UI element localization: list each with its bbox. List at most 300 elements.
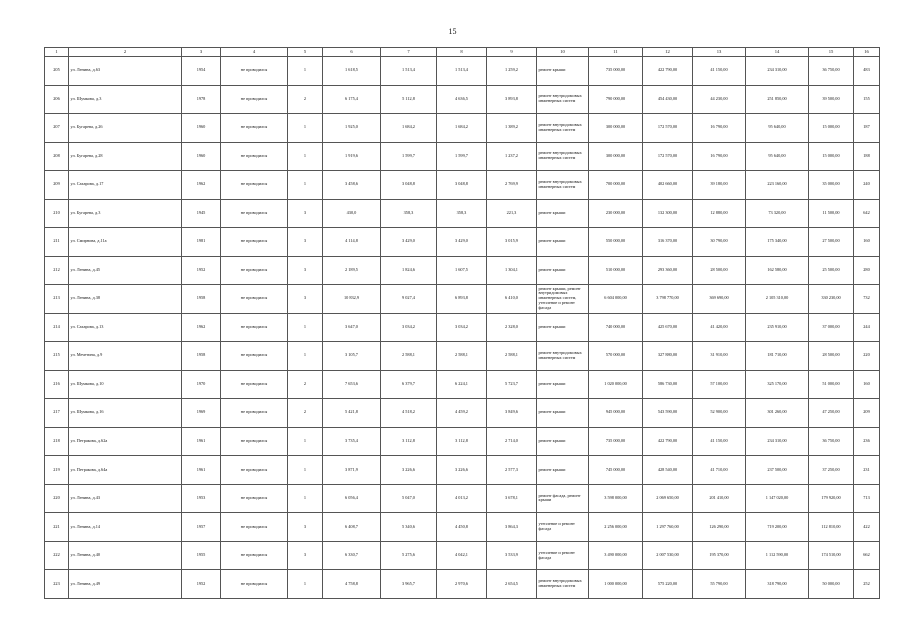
cell-row-number: 211 xyxy=(45,228,69,257)
cell-residents: 236 xyxy=(854,427,880,456)
cell-total-area: 3 735,4 xyxy=(323,427,381,456)
cell-municipal-area: 2 769,9 xyxy=(487,171,537,200)
cell-build-year: 1945 xyxy=(182,199,221,228)
cell-total-cost: 510 000,00 xyxy=(589,256,643,285)
cell-owners-cost: 15 000,00 xyxy=(809,142,854,171)
cell-residents: 422 xyxy=(854,513,880,542)
table-row xyxy=(45,256,880,285)
cell-local-cost: 162 580,00 xyxy=(746,256,809,285)
cell-total-area: 3 458,6 xyxy=(323,171,381,200)
cell-regional-cost: 201 410,00 xyxy=(693,484,746,513)
cell-living-area: 4 518,2 xyxy=(381,399,437,428)
cell-last-repair: не проводился xyxy=(221,285,288,314)
cell-owners-cost: 28 500,00 xyxy=(809,342,854,371)
cell-build-year: 1954 xyxy=(182,57,221,86)
cell-local-cost: 95 640,00 xyxy=(746,114,809,143)
cell-living-area: 3 034,2 xyxy=(381,313,437,342)
cell-regional-cost: 41 150,00 xyxy=(693,427,746,456)
cell-floors: 3 xyxy=(288,541,323,570)
column-number: 5 xyxy=(288,48,323,57)
cell-living-area: 5 112,8 xyxy=(381,85,437,114)
cell-fund-cost: 575 220,00 xyxy=(643,570,693,599)
column-number: 12 xyxy=(643,48,693,57)
cell-last-repair: не проводился xyxy=(221,513,288,542)
column-number: 1 xyxy=(45,48,69,57)
cell-residents: 187 xyxy=(854,114,880,143)
cell-total-cost: 2 256 000,00 xyxy=(589,513,643,542)
cell-municipal-area: 3 533,9 xyxy=(487,541,537,570)
cell-row-number: 220 xyxy=(45,484,69,513)
cell-fund-cost: 428 540,00 xyxy=(643,456,693,485)
cell-municipal-area: 3 893,8 xyxy=(487,85,537,114)
cell-build-year: 1957 xyxy=(182,513,221,542)
cell-owners-cost: 36 750,00 xyxy=(809,427,854,456)
cell-municipal-area: 1 389,2 xyxy=(487,114,537,143)
cell-living-area: 3 965,7 xyxy=(381,570,437,599)
cell-address: ул. Бугарева, д.28 xyxy=(69,142,182,171)
cell-municipal-area: 3 678,1 xyxy=(487,484,537,513)
column-number: 13 xyxy=(693,48,746,57)
cell-living-area: 3 112,8 xyxy=(381,427,437,456)
cell-address: ул. Петракова, д.64а xyxy=(69,456,182,485)
cell-regional-cost: 30 790,00 xyxy=(693,228,746,257)
cell-residents: 732 xyxy=(854,285,880,314)
cell-living-area: 9 027,4 xyxy=(381,285,437,314)
cell-last-repair: не проводился xyxy=(221,171,288,200)
table-row xyxy=(45,199,880,228)
table-row xyxy=(45,142,880,171)
table-row xyxy=(45,427,880,456)
column-number: 10 xyxy=(537,48,589,57)
cell-regional-cost: 41 420,00 xyxy=(693,313,746,342)
cell-repair-type: ремонт внутридомовых инженерных систем xyxy=(537,114,589,143)
cell-living-area: 3 226,6 xyxy=(381,456,437,485)
cell-local-cost: 181 710,00 xyxy=(746,342,809,371)
cell-address: ул. Смирнова, д.11а xyxy=(69,228,182,257)
cell-build-year: 1962 xyxy=(182,313,221,342)
cell-private-area: 1 607,5 xyxy=(437,256,487,285)
column-number: 15 xyxy=(809,48,854,57)
table-row xyxy=(45,342,880,371)
cell-private-area: 3 034,2 xyxy=(437,313,487,342)
cell-last-repair: не проводился xyxy=(221,427,288,456)
cell-address: ул. Петракова, д.62а xyxy=(69,427,182,456)
cell-last-repair: не проводился xyxy=(221,456,288,485)
cell-last-repair: не проводился xyxy=(221,342,288,371)
cell-residents: 642 xyxy=(854,199,880,228)
cell-total-cost: 3 490 000,00 xyxy=(589,541,643,570)
cell-local-cost: 2 105 310,00 xyxy=(746,285,809,314)
cell-municipal-area: 2 588,1 xyxy=(487,342,537,371)
cell-floors: 1 xyxy=(288,484,323,513)
cell-regional-cost: 41 710,00 xyxy=(693,456,746,485)
cell-private-area: 4 636,5 xyxy=(437,85,487,114)
cell-address: ул. Ленина, д.40 xyxy=(69,541,182,570)
cell-total-area: 4 114,8 xyxy=(323,228,381,257)
cell-regional-cost: 31 910,00 xyxy=(693,342,746,371)
cell-local-cost: 73 320,00 xyxy=(746,199,809,228)
cell-repair-type: ремонт крыши xyxy=(537,313,589,342)
cell-build-year: 1962 xyxy=(182,171,221,200)
cell-fund-cost: 454 430,00 xyxy=(643,85,693,114)
cell-total-cost: 3 598 000,00 xyxy=(589,484,643,513)
cell-row-number: 219 xyxy=(45,456,69,485)
cell-residents: 244 xyxy=(854,313,880,342)
cell-total-cost: 6 604 000,00 xyxy=(589,285,643,314)
table-row xyxy=(45,171,880,200)
cell-row-number: 214 xyxy=(45,313,69,342)
cell-owners-cost: 47 250,00 xyxy=(809,399,854,428)
cell-total-area: 1 925,0 xyxy=(323,114,381,143)
cell-private-area: 4 042,1 xyxy=(437,541,487,570)
cell-owners-cost: 36 750,00 xyxy=(809,57,854,86)
cell-repair-type: ремонт крыши xyxy=(537,256,589,285)
cell-residents: 231 xyxy=(854,456,880,485)
cell-repair-type: утепление и ремонт фасада xyxy=(537,541,589,570)
cell-owners-cost: 174 510,00 xyxy=(809,541,854,570)
cell-fund-cost: 2 007 530,00 xyxy=(643,541,693,570)
cell-municipal-area: 1 304,1 xyxy=(487,256,537,285)
cell-local-cost: 325 170,00 xyxy=(746,370,809,399)
cell-fund-cost: 172 570,00 xyxy=(643,114,693,143)
table-row xyxy=(45,228,880,257)
cell-fund-cost: 402 660,00 xyxy=(643,171,693,200)
cell-private-area: 358,3 xyxy=(437,199,487,228)
cell-residents: 220 xyxy=(854,342,880,371)
cell-total-area: 7 653,6 xyxy=(323,370,381,399)
cell-build-year: 1953 xyxy=(182,484,221,513)
cell-municipal-area: 3 015,9 xyxy=(487,228,537,257)
cell-repair-type: ремонт крыши xyxy=(537,57,589,86)
cell-row-number: 206 xyxy=(45,85,69,114)
cell-owners-cost: 50 000,00 xyxy=(809,570,854,599)
cell-total-cost: 1 020 000,00 xyxy=(589,370,643,399)
cell-total-cost: 230 000,00 xyxy=(589,199,643,228)
cell-living-area: 3 429,0 xyxy=(381,228,437,257)
cell-regional-cost: 12 880,00 xyxy=(693,199,746,228)
cell-local-cost: 1 112 590,00 xyxy=(746,541,809,570)
cell-owners-cost: 37 000,00 xyxy=(809,313,854,342)
page-number: 15 xyxy=(448,27,457,36)
cell-row-number: 218 xyxy=(45,427,69,456)
cell-repair-type: ремонт крыши xyxy=(537,456,589,485)
cell-local-cost: 175 340,00 xyxy=(746,228,809,257)
cell-address: ул. Мечетина, д.9 xyxy=(69,342,182,371)
cell-regional-cost: 52 900,00 xyxy=(693,399,746,428)
table-row xyxy=(45,313,880,342)
cell-total-cost: 300 000,00 xyxy=(589,142,643,171)
cell-repair-type: ремонт крыши xyxy=(537,199,589,228)
cell-address: ул. Сахарова, д.17 xyxy=(69,171,182,200)
cell-owners-cost: 330 230,00 xyxy=(809,285,854,314)
cell-address: ул. Бугарева, д.26 xyxy=(69,114,182,143)
cell-floors: 1 xyxy=(288,313,323,342)
cell-fund-cost: 425 670,00 xyxy=(643,313,693,342)
cell-last-repair: не проводился xyxy=(221,199,288,228)
cell-fund-cost: 327 880,00 xyxy=(643,342,693,371)
cell-address: ул. Бугарева, д.3 xyxy=(69,199,182,228)
cell-repair-type: ремонт внутридомовых инженерных систем xyxy=(537,85,589,114)
cell-build-year: 1960 xyxy=(182,142,221,171)
cell-regional-cost: 126 290,00 xyxy=(693,513,746,542)
cell-local-cost: 1 147 020,00 xyxy=(746,484,809,513)
cell-last-repair: не проводился xyxy=(221,541,288,570)
cell-total-area: 3 647,0 xyxy=(323,313,381,342)
table-row xyxy=(45,85,880,114)
cell-floors: 1 xyxy=(288,427,323,456)
cell-last-repair: не проводился xyxy=(221,399,288,428)
cell-living-area: 5 340,6 xyxy=(381,513,437,542)
cell-floors: 1 xyxy=(288,342,323,371)
cell-build-year: 1958 xyxy=(182,342,221,371)
cell-residents: 483 xyxy=(854,57,880,86)
cell-repair-type: ремонт внутридомовых инженерных систем xyxy=(537,570,589,599)
column-number: 11 xyxy=(589,48,643,57)
cell-floors: 1 xyxy=(288,456,323,485)
cell-municipal-area: 2 577,3 xyxy=(487,456,537,485)
cell-owners-cost: 25 500,00 xyxy=(809,256,854,285)
cell-floors: 2 xyxy=(288,85,323,114)
cell-total-cost: 945 000,00 xyxy=(589,399,643,428)
cell-row-number: 209 xyxy=(45,171,69,200)
cell-address: ул. Ленина, д.38 xyxy=(69,285,182,314)
cell-regional-cost: 55 790,00 xyxy=(693,570,746,599)
column-number: 6 xyxy=(323,48,381,57)
column-number-row xyxy=(45,48,880,57)
cell-build-year: 1969 xyxy=(182,399,221,428)
cell-total-cost: 300 000,00 xyxy=(589,114,643,143)
cell-last-repair: не проводился xyxy=(221,142,288,171)
cell-local-cost: 95 640,00 xyxy=(746,142,809,171)
cell-address: ул. Ленина, д.43 xyxy=(69,484,182,513)
cell-build-year: 1970 xyxy=(182,370,221,399)
cell-repair-type: ремонт крыши, ремонт внутридомовых инженерных систем, утепление и ремонт фасада xyxy=(537,285,589,314)
cell-total-area: 6 330,7 xyxy=(323,541,381,570)
cell-row-number: 208 xyxy=(45,142,69,171)
cell-total-area: 3 105,7 xyxy=(323,342,381,371)
cell-local-cost: 223 160,00 xyxy=(746,171,809,200)
cell-address: ул. Сахарова, д.13 xyxy=(69,313,182,342)
cell-private-area: 1 513,4 xyxy=(437,57,487,86)
cell-owners-cost: 37 250,00 xyxy=(809,456,854,485)
cell-total-area: 6 056,4 xyxy=(323,484,381,513)
cell-owners-cost: 112 810,00 xyxy=(809,513,854,542)
cell-municipal-area: 2 714,0 xyxy=(487,427,537,456)
cell-total-area: 10 832,9 xyxy=(323,285,381,314)
cell-repair-type: ремонт крыши xyxy=(537,370,589,399)
table-row xyxy=(45,513,880,542)
cell-floors: 3 xyxy=(288,285,323,314)
cell-last-repair: не проводился xyxy=(221,484,288,513)
cell-residents: 155 xyxy=(854,85,880,114)
cell-regional-cost: 57 100,00 xyxy=(693,370,746,399)
table-row xyxy=(45,114,880,143)
cell-repair-type: ремонт крыши xyxy=(537,427,589,456)
cell-repair-type: ремонт фасада, ремонт крыши xyxy=(537,484,589,513)
cell-local-cost: 234 310,00 xyxy=(746,427,809,456)
table-row xyxy=(45,57,880,86)
column-number: 7 xyxy=(381,48,437,57)
cell-row-number: 210 xyxy=(45,199,69,228)
cell-living-area: 3 048,8 xyxy=(381,171,437,200)
cell-owners-cost: 27 500,00 xyxy=(809,228,854,257)
cell-municipal-area: 3 849,6 xyxy=(487,399,537,428)
cell-total-area: 2 189,5 xyxy=(323,256,381,285)
cell-floors: 3 xyxy=(288,228,323,257)
cell-living-area: 358,3 xyxy=(381,199,437,228)
cell-build-year: 1961 xyxy=(182,427,221,456)
cell-total-area: 4 758,8 xyxy=(323,570,381,599)
cell-total-cost: 550 000,00 xyxy=(589,228,643,257)
cell-residents: 209 xyxy=(854,399,880,428)
cell-total-cost: 735 000,00 xyxy=(589,57,643,86)
cell-last-repair: не проводился xyxy=(221,228,288,257)
cell-build-year: 1952 xyxy=(182,570,221,599)
column-number: 8 xyxy=(437,48,487,57)
cell-municipal-area: 1 259,2 xyxy=(487,57,537,86)
cell-fund-cost: 3 798 770,00 xyxy=(643,285,693,314)
cell-last-repair: не проводился xyxy=(221,570,288,599)
cell-fund-cost: 422 790,00 xyxy=(643,57,693,86)
cell-fund-cost: 422 790,00 xyxy=(643,427,693,456)
cell-total-area: 5 421,8 xyxy=(323,399,381,428)
cell-municipal-area: 221,3 xyxy=(487,199,537,228)
cell-total-area: 1 919,6 xyxy=(323,142,381,171)
cell-local-cost: 301 260,00 xyxy=(746,399,809,428)
cell-address: ул. Ленина, д.45 xyxy=(69,256,182,285)
cell-total-cost: 700 000,00 xyxy=(589,171,643,200)
cell-total-cost: 740 000,00 xyxy=(589,313,643,342)
cell-floors: 1 xyxy=(288,114,323,143)
column-number: 9 xyxy=(487,48,537,57)
cell-row-number: 221 xyxy=(45,513,69,542)
cell-owners-cost: 51 000,00 xyxy=(809,370,854,399)
cell-municipal-area: 2 328,0 xyxy=(487,313,537,342)
cell-owners-cost: 179 920,00 xyxy=(809,484,854,513)
cell-repair-type: ремонт крыши xyxy=(537,228,589,257)
cell-total-cost: 1 000 000,00 xyxy=(589,570,643,599)
cell-living-area: 5 047,0 xyxy=(381,484,437,513)
cell-total-cost: 570 000,00 xyxy=(589,342,643,371)
cell-municipal-area: 6 410,0 xyxy=(487,285,537,314)
cell-residents: 160 xyxy=(854,370,880,399)
cell-owners-cost: 11 500,00 xyxy=(809,199,854,228)
cell-regional-cost: 28 500,00 xyxy=(693,256,746,285)
cell-row-number: 205 xyxy=(45,57,69,86)
cell-address: ул. Ленина, д.14 xyxy=(69,513,182,542)
cell-residents: 252 xyxy=(854,570,880,599)
cell-total-cost: 745 000,00 xyxy=(589,456,643,485)
cell-last-repair: не проводился xyxy=(221,256,288,285)
cell-address: ул. Ленина, д.49 xyxy=(69,570,182,599)
cell-private-area: 6 224,1 xyxy=(437,370,487,399)
cell-living-area: 6 379,7 xyxy=(381,370,437,399)
cell-residents: 160 xyxy=(854,228,880,257)
cell-row-number: 217 xyxy=(45,399,69,428)
cell-total-area: 6 408,7 xyxy=(323,513,381,542)
cell-private-area: 3 112,8 xyxy=(437,427,487,456)
cell-residents: 240 xyxy=(854,171,880,200)
cell-local-cost: 318 790,00 xyxy=(746,570,809,599)
column-number: 16 xyxy=(854,48,880,57)
cell-last-repair: не проводился xyxy=(221,85,288,114)
cell-private-area: 1 684,2 xyxy=(437,114,487,143)
cell-floors: 2 xyxy=(288,399,323,428)
cell-private-area: 3 429,0 xyxy=(437,228,487,257)
cell-municipal-area: 3 864,3 xyxy=(487,513,537,542)
cell-build-year: 1981 xyxy=(182,228,221,257)
cell-municipal-area: 2 654,5 xyxy=(487,570,537,599)
cell-floors: 1 xyxy=(288,57,323,86)
cell-private-area: 3 226,6 xyxy=(437,456,487,485)
cell-private-area: 4 459,2 xyxy=(437,399,487,428)
cell-address: ул. Шумкова, д.10 xyxy=(69,370,182,399)
cell-residents: 662 xyxy=(854,541,880,570)
cell-last-repair: не проводился xyxy=(221,313,288,342)
cell-total-area: 1 618,5 xyxy=(323,57,381,86)
housing-repair-table xyxy=(44,47,880,599)
cell-local-cost: 237 500,00 xyxy=(746,456,809,485)
cell-address: ул. Шумкова, д.3 xyxy=(69,85,182,114)
cell-owners-cost: 39 500,00 xyxy=(809,85,854,114)
table-row xyxy=(45,541,880,570)
cell-total-area: 3 871,9 xyxy=(323,456,381,485)
column-number: 4 xyxy=(221,48,288,57)
cell-row-number: 212 xyxy=(45,256,69,285)
cell-address: ул. Ленина, д.63 xyxy=(69,57,182,86)
cell-repair-type: ремонт внутридомовых инженерных систем xyxy=(537,342,589,371)
cell-residents: 713 xyxy=(854,484,880,513)
cell-build-year: 1958 xyxy=(182,285,221,314)
cell-local-cost: 719 200,00 xyxy=(746,513,809,542)
cell-build-year: 1955 xyxy=(182,541,221,570)
table-row xyxy=(45,570,880,599)
cell-row-number: 222 xyxy=(45,541,69,570)
cell-address: ул. Шумкова, д.16 xyxy=(69,399,182,428)
cell-municipal-area: 1 237,2 xyxy=(487,142,537,171)
cell-living-area: 5 275,6 xyxy=(381,541,437,570)
cell-fund-cost: 132 300,00 xyxy=(643,199,693,228)
cell-private-area: 6 893,8 xyxy=(437,285,487,314)
cell-total-cost: 790 000,00 xyxy=(589,85,643,114)
cell-row-number: 223 xyxy=(45,570,69,599)
cell-regional-cost: 41 150,00 xyxy=(693,57,746,86)
cell-floors: 1 xyxy=(288,142,323,171)
cell-living-area: 1 684,2 xyxy=(381,114,437,143)
cell-private-area: 3 048,8 xyxy=(437,171,487,200)
cell-private-area: 4 450,8 xyxy=(437,513,487,542)
column-number: 14 xyxy=(746,48,809,57)
table-row xyxy=(45,370,880,399)
cell-regional-cost: 44 230,00 xyxy=(693,85,746,114)
cell-row-number: 215 xyxy=(45,342,69,371)
cell-local-cost: 251 850,00 xyxy=(746,85,809,114)
cell-build-year: 1961 xyxy=(182,456,221,485)
cell-repair-type: ремонт внутридомовых инженерных систем xyxy=(537,142,589,171)
cell-total-area: 6 175,4 xyxy=(323,85,381,114)
cell-fund-cost: 316 370,00 xyxy=(643,228,693,257)
cell-floors: 3 xyxy=(288,199,323,228)
cell-repair-type: утепление и ремонт фасада xyxy=(537,513,589,542)
cell-regional-cost: 16 790,00 xyxy=(693,114,746,143)
cell-living-area: 1 824,6 xyxy=(381,256,437,285)
cell-last-repair: не проводился xyxy=(221,57,288,86)
table-row xyxy=(45,285,880,314)
column-number: 3 xyxy=(182,48,221,57)
cell-total-cost: 735 000,00 xyxy=(589,427,643,456)
cell-living-area: 1 513,4 xyxy=(381,57,437,86)
cell-regional-cost: 39 180,00 xyxy=(693,171,746,200)
